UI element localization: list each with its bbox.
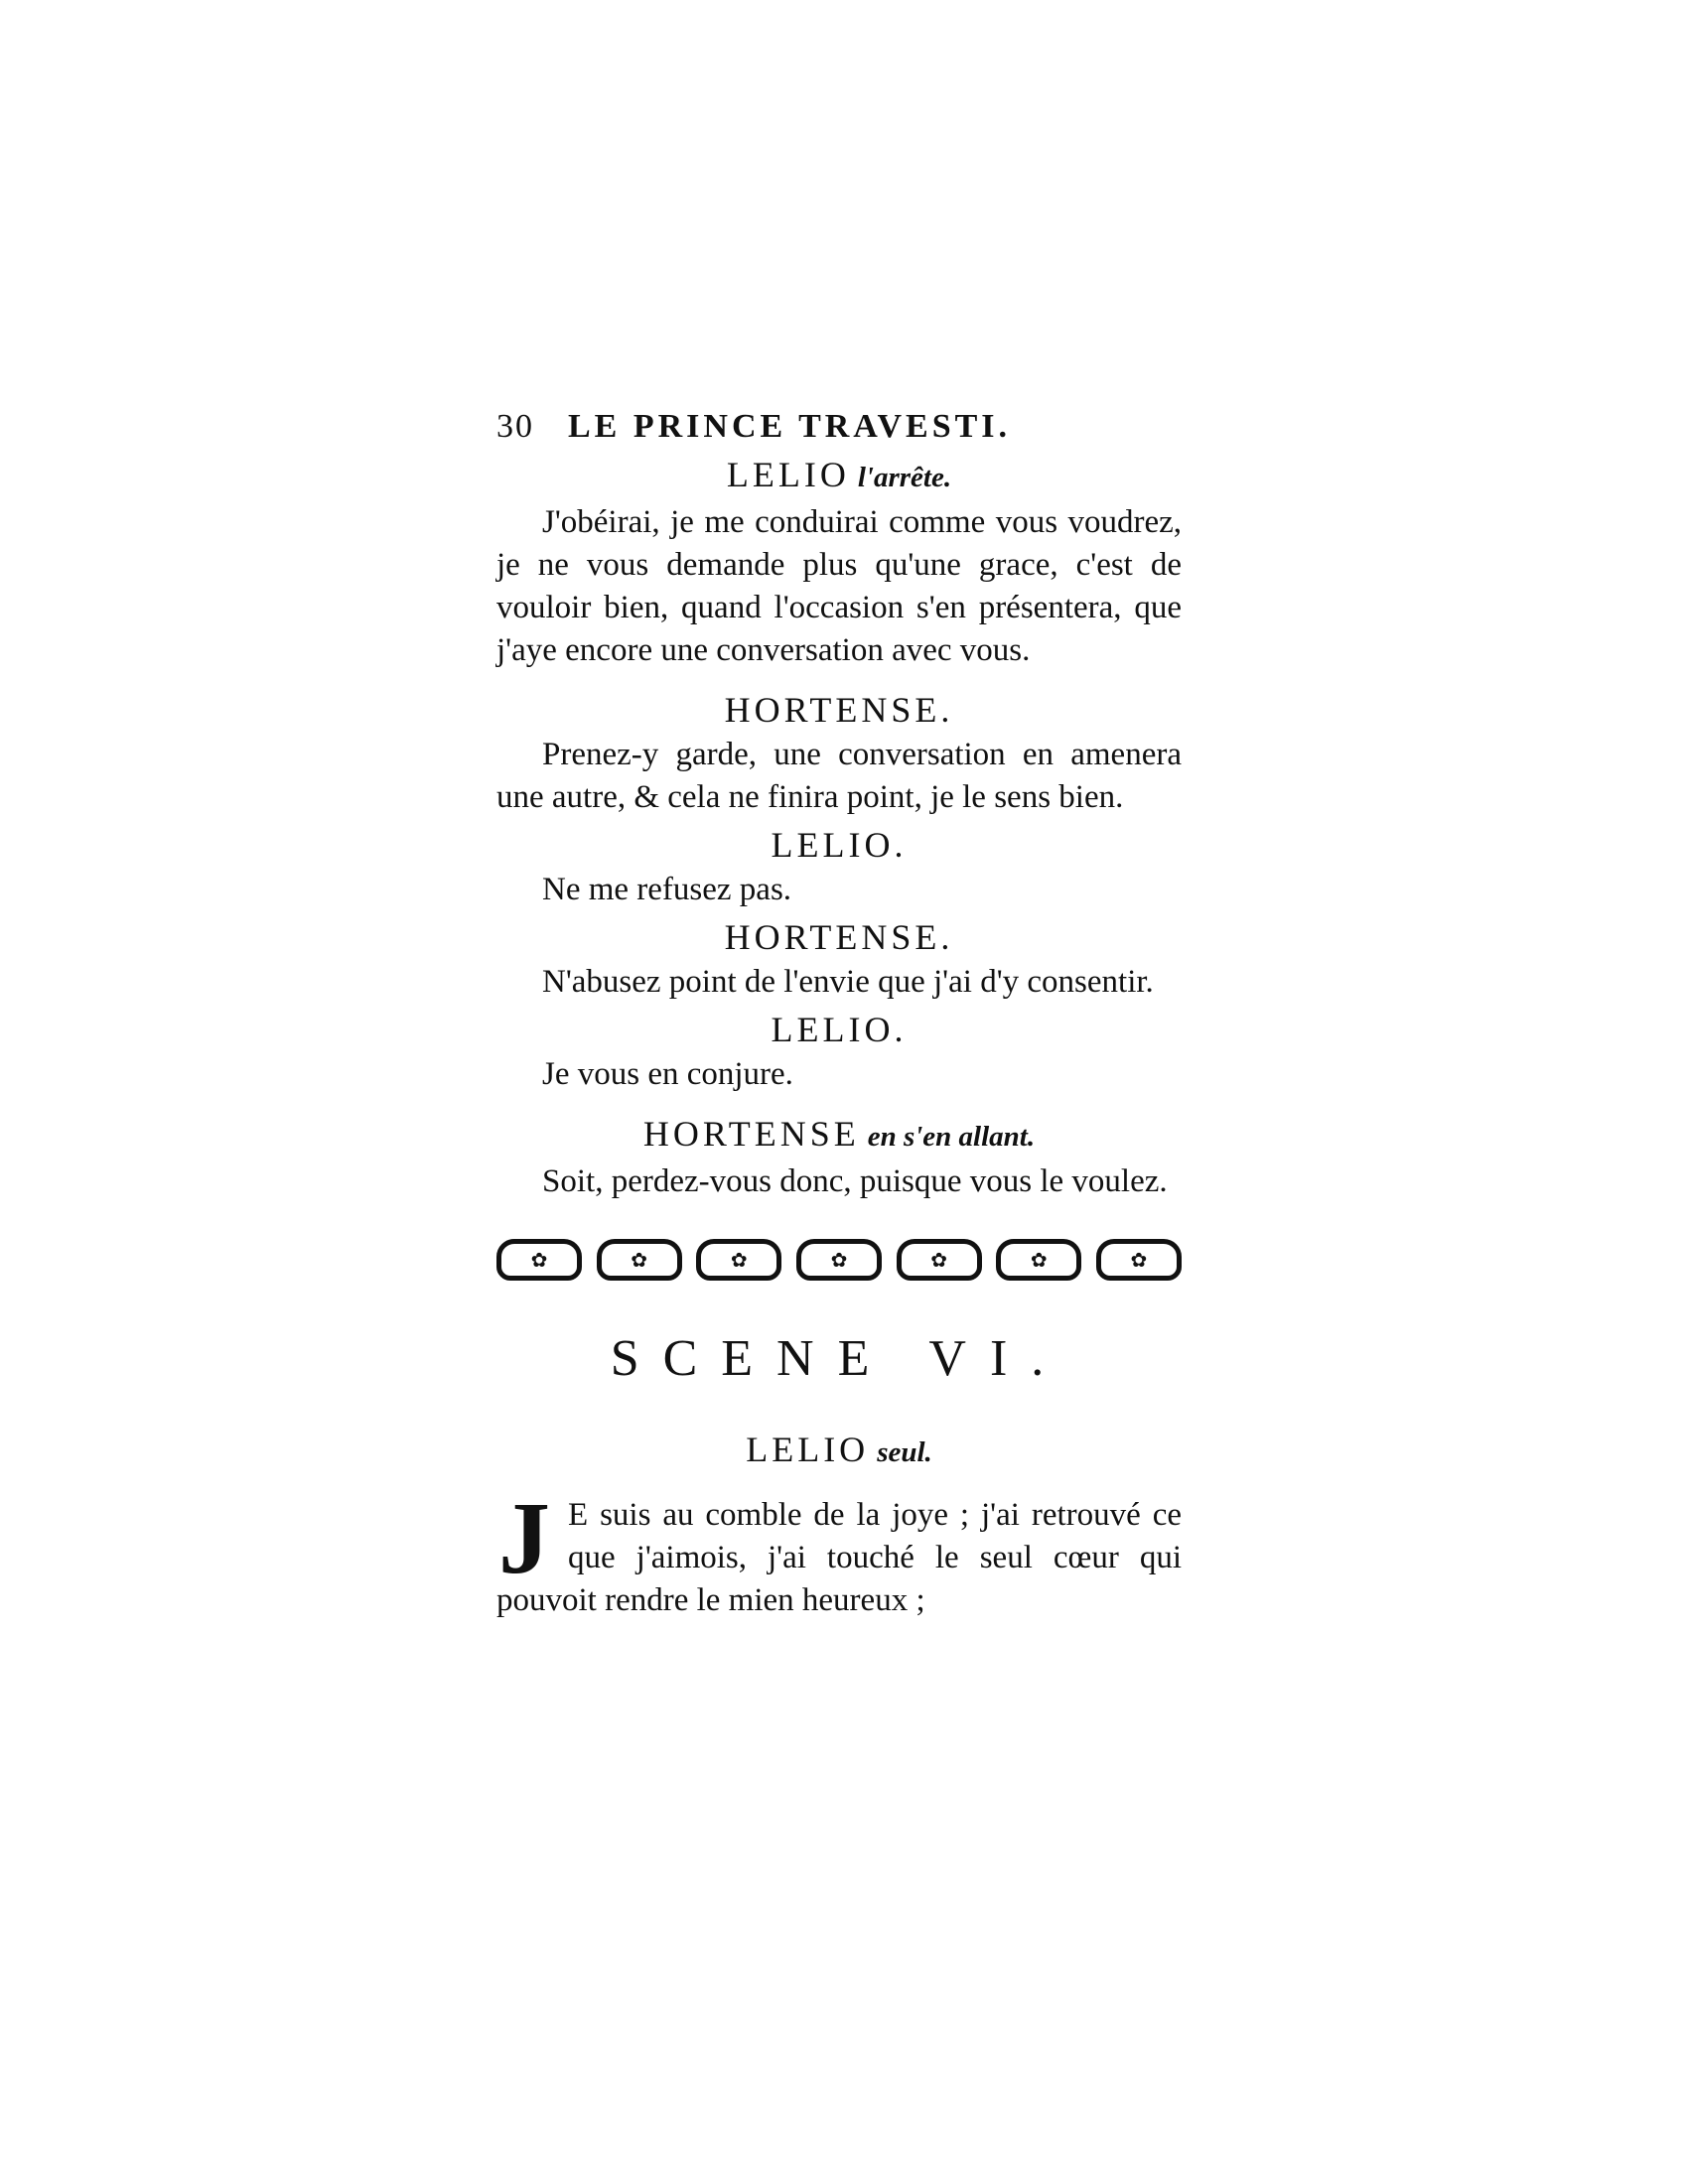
ornamental-divider	[496, 1237, 1182, 1283]
speaker-heading	[496, 1426, 1182, 1476]
running-head	[496, 405, 1182, 449]
ornament-flower-icon: ✿	[897, 1239, 982, 1281]
page-number: 30	[496, 408, 534, 445]
ornament-flower-icon: ✿	[597, 1239, 682, 1281]
speaker-name: LELIO	[726, 455, 850, 494]
ornament-flower-icon: ✿	[796, 1239, 882, 1281]
speech-paragraph: N'abusez point de l'envie que j'ai d'y consentir.	[542, 964, 1154, 1000]
speaker-name: LELIO.	[771, 1010, 908, 1049]
speaker-name: LELIO.	[771, 825, 908, 865]
speaker-heading	[496, 821, 1182, 869]
scene-opening-text: E suis au comble de la joye ; j'ai retrouvé ce que j'aimois, j'ai touché le seul cœur qui pouvoit rendre le mien heureux ;	[496, 1497, 1182, 1618]
speaker-heading	[496, 686, 1182, 734]
scene-opening-paragraph	[496, 1481, 1182, 1622]
speech-paragraph: Soit, perdez-vous donc, puisque vous le voulez.	[542, 1163, 1168, 1199]
ornament-flower-icon: ✿	[696, 1239, 781, 1281]
speech-paragraph: Prenez-y garde, une conversation en amenera une autre, & cela ne finira point, je le sens bien.	[496, 737, 1182, 815]
speaker-heading	[496, 913, 1182, 961]
speaker-name: LELIO	[746, 1430, 870, 1469]
page-text-block	[496, 405, 1182, 1655]
speaker-heading	[496, 1006, 1182, 1053]
running-title: LE PRINCE TRAVESTI.	[568, 408, 1012, 445]
ornament-flower-icon: ✿	[496, 1239, 582, 1281]
speaker-heading	[496, 451, 1182, 501]
scene-title: SCENE VI.	[610, 1330, 1068, 1387]
speaker-name: HORTENSE.	[724, 917, 954, 957]
speech-paragraph: Je vous en conjure.	[542, 1056, 793, 1092]
speaker-heading	[496, 1110, 1182, 1160]
ornament-flower-icon: ✿	[1096, 1239, 1182, 1281]
speech-paragraph: J'obéirai, je me conduirai comme vous voudrez, je ne vous demande plus qu'une grace, c'est de vouloir bien, quand l'occasion s'en présentera, que j'aye encore une conversation avec vous.	[496, 504, 1182, 668]
stage-direction: l'arrête.	[857, 462, 952, 493]
stage-direction: seul.	[877, 1436, 932, 1468]
speaker-name: HORTENSE	[642, 1114, 860, 1154]
speaker-name: HORTENSE.	[724, 690, 954, 730]
drop-cap: J	[498, 1481, 550, 1595]
stage-direction: en s'en allant.	[867, 1121, 1036, 1153]
speech-paragraph: Ne me refusez pas.	[542, 872, 792, 907]
ornament-flower-icon: ✿	[996, 1239, 1081, 1281]
